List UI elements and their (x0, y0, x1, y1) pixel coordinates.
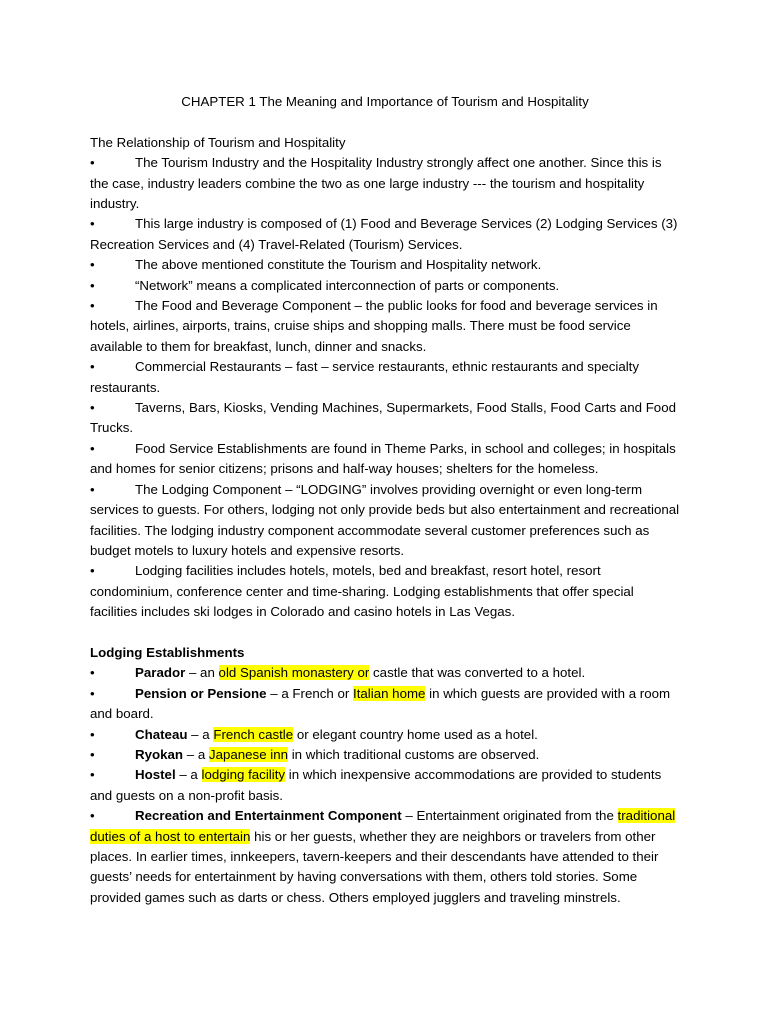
bullet-icon: • (90, 298, 95, 314)
list-item-text: The Tourism Industry and the Hospitality Industry strongly affect one another. Since this is the case, industry leaders combine the two as one large industry --- the tourism and hospitality industry. (90, 155, 662, 211)
term-label: Recreation and Entertainment Component (135, 808, 402, 824)
section-relationship-list (90, 153, 680, 622)
list-item (90, 153, 680, 214)
term-label: Hostel (135, 767, 176, 783)
list-item-text: Taverns, Bars, Kiosks, Vending Machines, Supermarkets, Food Stalls, Food Carts and Food Trucks. (90, 400, 676, 436)
term-label: Pension or Pensione (135, 685, 267, 701)
bullet-icon: • (90, 359, 95, 375)
list-item-text: Commercial Restaurants – fast – service restaurants, ethnic restaurants and specialty restaurants. (90, 359, 640, 395)
highlighted-text: French castle (213, 726, 294, 742)
list-item-text: The Lodging Component – “LODGING” involves providing overnight or even long-term services to guests. For others, lodging not only provide beds but also entertainment and recreational facilities. The lodging industry component accommodate several customer preferences such as budget motels to luxury hotels and expensive resorts. (90, 481, 680, 558)
bullet-icon: • (90, 277, 95, 293)
list-item-text: “Network” means a complicated interconnection of parts or components. (135, 277, 560, 293)
bullet-icon: • (90, 440, 95, 456)
term-label: Chateau (135, 726, 188, 742)
definition-text: – an (185, 665, 219, 681)
list-item-text: The Food and Beverage Component – the public looks for food and beverage services in hotels, airlines, airports, trains, cruise ships and shopping malls. There must be food service available to them for breakfast, lunch, dinner and snacks. (90, 298, 658, 354)
highlighted-text: Italian home (353, 685, 426, 701)
bullet-icon: • (90, 257, 95, 273)
definition-text: or elegant country home used as a hotel. (293, 726, 538, 742)
list-item (90, 480, 680, 562)
list-item (90, 357, 680, 398)
bullet-icon: • (90, 400, 95, 416)
bullet-icon: • (90, 726, 95, 742)
definition-text: – Entertainment originated from the (401, 808, 618, 824)
bullet-icon: • (90, 767, 95, 783)
list-item (90, 296, 680, 357)
list-item-text: The above mentioned constitute the Tourism and Hospitality network. (135, 257, 542, 273)
list-item-text: Lodging facilities includes hotels, motels, bed and breakfast, resort hotel, resort condominium, conference center and time-sharing. Lodging establishments that offer special facilities includes ski lodges in Colorado and casino hotels in Las Vegas. (90, 563, 634, 620)
highlighted-text: Japanese inn (208, 746, 289, 762)
list-item (90, 255, 680, 275)
bullet-icon: • (90, 481, 95, 497)
list-item (90, 561, 680, 622)
list-item (90, 663, 680, 683)
bullet-icon: • (90, 155, 95, 171)
document-title: CHAPTER 1 The Meaning and Importance of Tourism and Hospitality (181, 94, 589, 109)
bullet-icon: • (90, 808, 95, 824)
list-item-text: This large industry is composed of (1) Food and Beverage Services (2) Lodging Services (3) Recreation Services and (4) Travel-Related (Tourism) Services. (90, 216, 678, 252)
document-page (90, 92, 680, 908)
list-item (90, 745, 680, 765)
definition-text: in which guests are provided with a room and board. (90, 685, 671, 722)
term-label: Parador (135, 665, 186, 681)
list-item (90, 214, 680, 255)
section-lodging-heading: Lodging Establishments (90, 644, 245, 660)
term-label: Ryokan (135, 746, 184, 762)
list-item (90, 684, 680, 725)
bullet-icon: • (90, 746, 95, 762)
section-lodging-list (90, 663, 680, 908)
list-item (90, 439, 680, 480)
bullet-icon: • (90, 685, 95, 701)
definition-text: in which inexpensive accommodations are provided to students and guests on a non-profit basis. (90, 767, 662, 803)
list-item-text: Food Service Establishments are found in Theme Parks, in school and colleges; in hospitals and homes for senior citizens; prisons and half-way houses; shelters for the homeless. (90, 440, 676, 477)
section-relationship-heading: The Relationship of Tourism and Hospitality (90, 134, 346, 150)
bullet-icon: • (90, 665, 95, 681)
definition-text: – a French or (266, 685, 353, 701)
list-item (90, 398, 680, 439)
list-item (90, 725, 680, 745)
definition-text: in which traditional customs are observed. (288, 746, 540, 762)
definition-text: castle that was converted to a hotel. (369, 665, 586, 681)
list-item (90, 276, 680, 296)
definition-text: – a (175, 767, 202, 783)
highlighted-text: lodging facility (201, 767, 286, 783)
definition-text: – a (183, 746, 209, 762)
highlighted-text: traditional duties of a host to entertain (90, 808, 676, 844)
list-item (90, 806, 680, 908)
highlighted-text: old Spanish monastery or (218, 665, 370, 681)
bullet-icon: • (90, 563, 95, 579)
definition-text: – a (187, 726, 214, 742)
list-item (90, 765, 680, 806)
bullet-icon: • (90, 216, 95, 232)
definition-text: his or her guests, whether they are neighbors or travelers from other places. In earlier times, innkeepers, tavern-keepers and their descendants have attended to their guests’ needs for entertainment by having conversations with them, others told stories. Some provided games such as darts or chess. Others employed jugglers and traveling minstrels. (90, 828, 659, 905)
